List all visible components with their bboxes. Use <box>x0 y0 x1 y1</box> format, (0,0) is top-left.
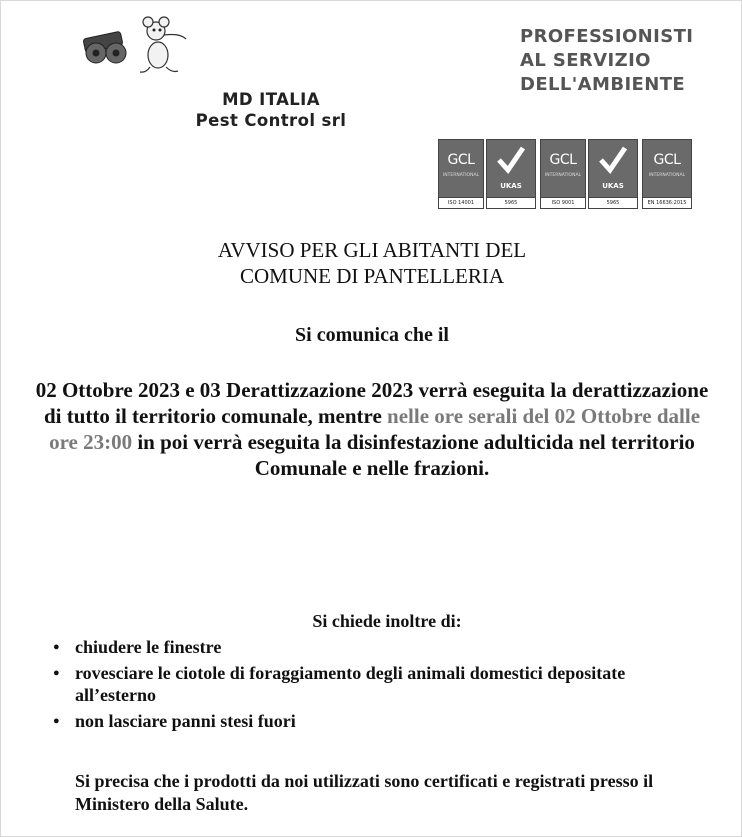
cert-code: 5965 <box>589 197 637 208</box>
list-item: ● rovesciare le ciotole di foraggiamento degli animali domestici depositate all’esterno <box>51 662 691 706</box>
gcl-logo-icon: GCL INTERNATIONAL ISO 14001 <box>438 139 484 209</box>
intro-text: Si comunica che il <box>295 324 449 346</box>
tagline-line1: PROFESSIONISTI <box>520 26 694 47</box>
cert-group-iso14001 <box>438 139 536 207</box>
gcl-logo-icon: GCL INTERNATIONAL ISO 9001 <box>540 139 586 209</box>
cert-code: EN 16636:2015 <box>643 197 691 208</box>
requests-list <box>51 636 691 736</box>
list-item: ● non lasciare panni stesi fuori <box>51 710 691 732</box>
cannon-mouse-logo-icon <box>76 15 196 75</box>
ukas-checkmark-icon: UKAS 5965 <box>588 139 638 209</box>
requests-title: Si chiede inoltre di: <box>312 611 462 631</box>
cert-code: 5965 <box>487 197 535 208</box>
tagline <box>520 25 741 97</box>
title-line1: AVVISO PER GLI ABITANTI DEL <box>217 238 527 262</box>
company-name-line1: MD ITALIA <box>222 90 320 109</box>
certification-logos <box>438 139 692 209</box>
company-name-line2: Pest Control srl <box>195 111 347 130</box>
page-title <box>1 237 742 289</box>
tagline-line2: AL SERVIZIO <box>520 50 651 71</box>
cert-code: ISO 14001 <box>439 197 483 208</box>
announcement-highlight: nelle ore serali del 02 Ottobre dalle ore 23:00 <box>49 404 701 454</box>
cert-code: ISO 9001 <box>541 197 585 208</box>
gcl-logo-icon: GCL INTERNATIONAL EN 16636:2015 <box>642 139 692 209</box>
ukas-checkmark-icon: UKAS 5965 <box>486 139 536 209</box>
main-announcement <box>29 377 715 481</box>
tagline-line3: DELL'AMBIENTE <box>520 74 686 95</box>
footer-note: Si precisa che i prodotti da noi utilizzati sono certificati e registrati presso il Ministero della Salute. <box>75 771 654 814</box>
company-name <box>151 89 391 131</box>
cert-group-iso9001 <box>540 139 638 207</box>
title-line2: COMUNE DI PANTELLERIA <box>239 264 505 288</box>
announcement-part1: 02 Ottobre 2023 e 03 Derattizzazione 2023 verrà eseguita la derattizzazione di tutto il territorio comunale, mentre <box>35 378 709 428</box>
list-item: ● chiudere le finestre <box>51 636 691 658</box>
announcement-part2: in poi verrà eseguita la disinfestazione adulticida nel territorio Comunale e nelle frazioni. <box>132 430 695 480</box>
